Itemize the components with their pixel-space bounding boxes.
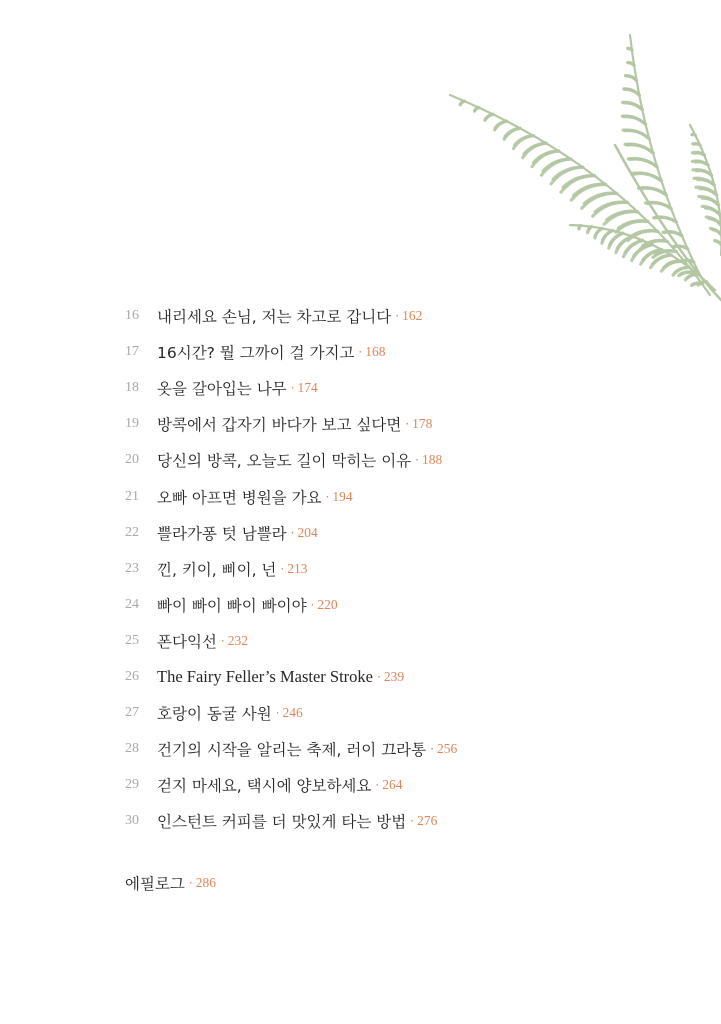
page-number: 188 [422, 452, 443, 468]
chapter-title: 폰다익선 [157, 632, 217, 651]
separator-dot: · [415, 453, 419, 468]
page-number: 178 [412, 416, 433, 432]
chapter-number: 27 [125, 705, 139, 721]
separator-dot: · [275, 706, 280, 721]
page-number: 194 [332, 488, 353, 504]
chapter-title: 쁠라가퐁 텃 남쁠라 [157, 524, 287, 543]
toc-entry[interactable] [125, 767, 685, 803]
toc-entry[interactable] [125, 551, 685, 587]
page-number: 204 [297, 524, 318, 540]
page-number: 239 [383, 668, 405, 684]
chapter-title: 낀, 키이, 삐이, 넌 [157, 560, 277, 579]
chapter-title: 옷을 갈아입는 나무 [157, 380, 287, 399]
page-number: 168 [365, 344, 386, 360]
toc-entry[interactable] [125, 334, 685, 370]
chapter-number: 30 [125, 813, 139, 829]
separator-dot: · [376, 669, 381, 684]
toc-entry[interactable] [125, 406, 685, 442]
separator-dot: · [410, 814, 415, 829]
chapter-number: 29 [125, 777, 139, 793]
chapter-title: 건기의 시작을 알리는 축제, 러이 끄라통 [157, 741, 427, 760]
separator-dot: · [375, 778, 380, 793]
chapter-number: 24 [125, 596, 139, 612]
chapter-title: 당신의 방콕, 오늘도 길이 막히는 이유 [157, 452, 412, 471]
chapter-title: 호랑이 동굴 사원 [157, 705, 272, 724]
chapter-number: 26 [125, 668, 139, 684]
page-number: 220 [317, 596, 338, 612]
chapter-title: 인스턴트 커피를 더 맛있게 타는 방법 [157, 813, 407, 832]
separator-dot: · [310, 597, 315, 612]
page-number: 213 [287, 560, 308, 576]
separator-dot: · [358, 345, 363, 360]
toc-entry[interactable] [125, 587, 685, 623]
chapter-title: 빠이 빠이 빠이 빠이야 [157, 596, 307, 615]
toc-entry[interactable] [125, 623, 685, 659]
separator-dot: · [430, 742, 434, 757]
page-number: 232 [227, 632, 248, 648]
toc-entry[interactable] [125, 515, 685, 551]
chapter-number: 23 [125, 560, 139, 576]
toc-entry[interactable] [125, 442, 685, 478]
chapter-title: 걷지 마세요, 택시에 양보하세요 [157, 777, 372, 796]
separator-dot: · [405, 417, 410, 432]
separator-dot: · [220, 633, 225, 648]
chapter-number: 16 [125, 308, 139, 324]
toc-entry[interactable] [125, 478, 685, 514]
separator-dot: · [325, 489, 330, 504]
chapter-number: 21 [125, 488, 139, 504]
page-number: 264 [382, 777, 403, 793]
separator-dot: · [395, 309, 400, 324]
page-number: 276 [417, 813, 438, 829]
chapter-title: 방콕에서 갑자기 바다가 보고 싶다면 [157, 416, 402, 435]
page-number: 286 [195, 875, 216, 890]
toc-entry[interactable] [125, 803, 685, 839]
toc-entry[interactable] [125, 298, 685, 334]
chapter-number: 17 [125, 344, 139, 360]
palm-leaf-icon [440, 25, 721, 310]
page-number: 256 [436, 741, 458, 757]
chapter-number: 25 [125, 632, 139, 648]
toc-entry[interactable] [125, 695, 685, 731]
chapter-title: 오빠 아프면 병원을 가요 [157, 488, 322, 507]
chapter-title: The Fairy Feller’s Master Stroke [157, 666, 373, 686]
chapter-number: 19 [125, 416, 139, 432]
separator-dot: · [188, 876, 193, 890]
chapter-number: 22 [125, 524, 139, 540]
page-number: 246 [282, 705, 303, 721]
epilogue-title: 에필로그 [125, 875, 185, 893]
separator-dot: · [290, 381, 295, 396]
chapter-number: 28 [125, 741, 139, 757]
epilogue-entry[interactable] [125, 872, 216, 894]
chapter-title: 내리세요 손님, 저는 차고로 갑니다 [157, 308, 392, 327]
separator-dot: · [280, 561, 285, 576]
page-number: 162 [402, 308, 423, 324]
toc-entry[interactable] [125, 731, 685, 767]
separator-dot: · [290, 525, 295, 540]
chapter-title: 16시간? 뭘 그까이 걸 가지고 [157, 344, 355, 363]
page-number: 174 [297, 380, 318, 396]
toc-entry[interactable] [125, 659, 685, 695]
chapter-number: 18 [125, 380, 139, 396]
chapter-number: 20 [125, 452, 139, 468]
toc-entry[interactable] [125, 370, 685, 406]
table-of-contents [125, 298, 685, 839]
